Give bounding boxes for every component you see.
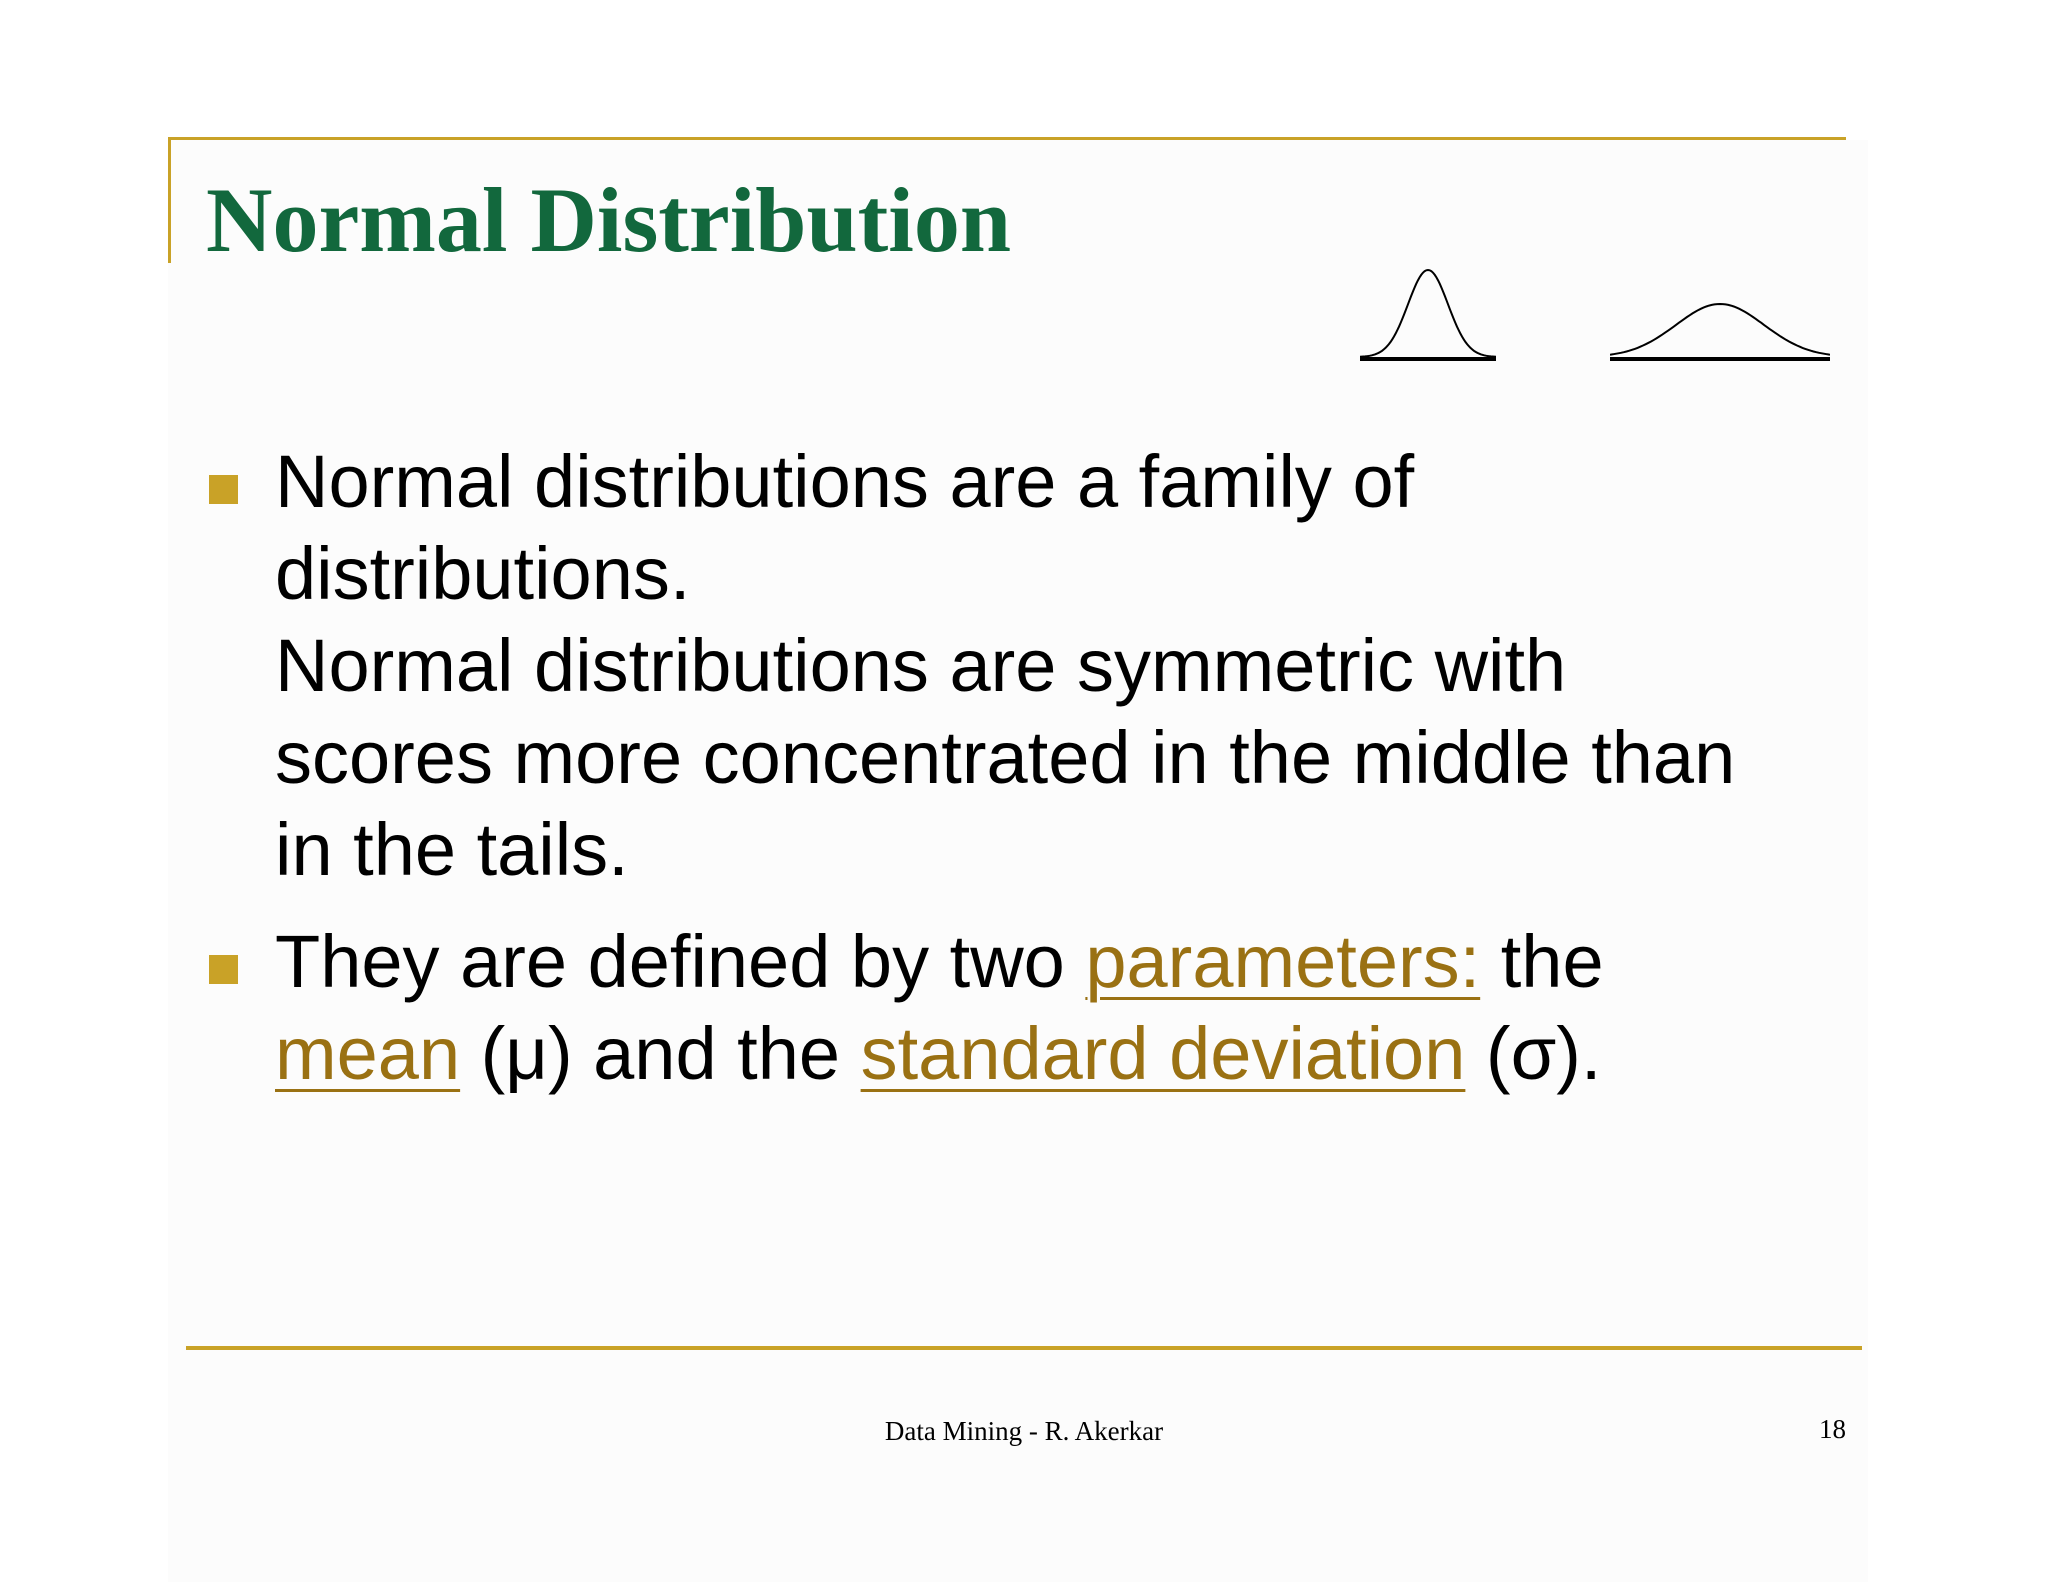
bullet-text: the [1480, 920, 1604, 1003]
footer-text: Data Mining - R. Akerkar [884, 1416, 1164, 1446]
bullet-line: scores more concentrated in the middle than [275, 716, 1736, 799]
bullet-line: in the tails. [275, 808, 629, 891]
bullet-line: Normal distributions are a family of [275, 440, 1415, 523]
square-bullet-icon [209, 475, 238, 504]
bullet-text: (σ). [1465, 1012, 1602, 1095]
footer-rule [186, 1346, 1862, 1350]
bullet-list [208, 436, 1848, 1100]
bullet-line: distributions. [275, 532, 691, 615]
title-top-rule [168, 137, 1846, 140]
square-bullet-icon [209, 955, 238, 984]
parameters-link[interactable]: parameters: [1085, 920, 1481, 1003]
slide-title: Normal Distribution [206, 169, 1011, 271]
bullet-item-parameters [208, 916, 1848, 1100]
page-number: 18 [1819, 1414, 1846, 1444]
bullet-line [275, 1008, 1848, 1100]
title-left-rule [168, 137, 171, 263]
bullet-text: (μ) and the [460, 1012, 861, 1095]
standard-deviation-link[interactable]: standard deviation [860, 1012, 1466, 1095]
bullet-item-family [208, 436, 1848, 896]
bell-curve-narrow-icon [1360, 266, 1496, 362]
bullet-line: Normal distributions are symmetric with [275, 624, 1567, 707]
bell-curve-wide-icon [1610, 296, 1830, 362]
mean-link[interactable]: mean [275, 1012, 461, 1095]
bullet-text: They are defined by two [275, 920, 1086, 1003]
bullet-line [275, 916, 1848, 1008]
